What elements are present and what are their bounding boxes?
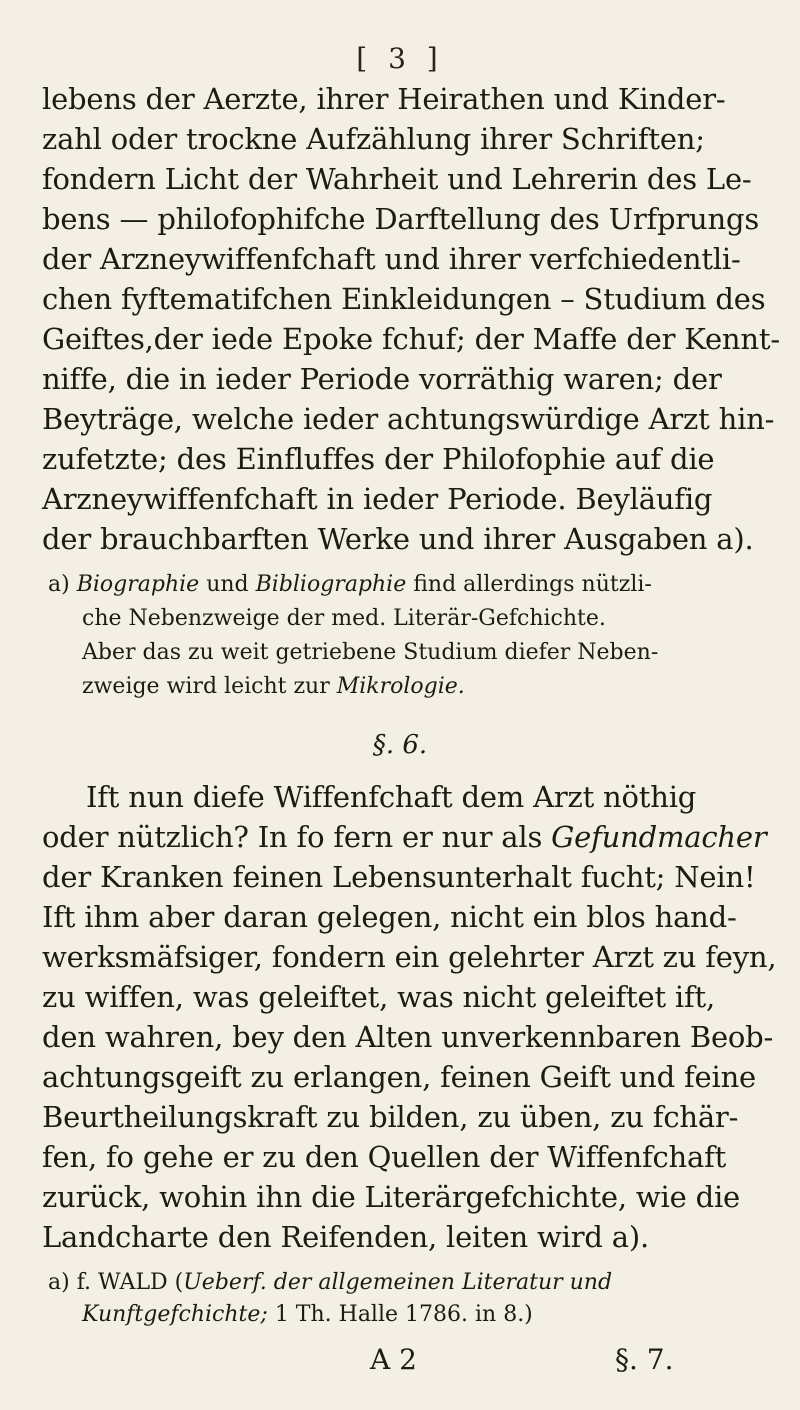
footnote-term: Biographie: [76, 572, 200, 597]
footnote-text: zweige wird leicht zur: [82, 674, 330, 699]
footnote-line: [82, 674, 465, 699]
emphasis-term: Gefundmacher: [551, 820, 767, 854]
text-span: oder nützlich? In fo fern er nur als: [42, 820, 543, 854]
text-line: achtungsgeift zu erlangen, feinen Geift und feine: [42, 1060, 757, 1094]
text-line: zu wiffen, was geleiftet, was nicht geleiftet ift,: [42, 980, 716, 1014]
text-line: der Arzneywiffenfchaft und ihrer verfchiedentli-: [42, 242, 741, 276]
text-line: Beurtheilungskraft zu bilden, zu üben, zu fchär-: [42, 1100, 739, 1134]
section-heading: §. 6.: [372, 730, 428, 760]
text-line: der Kranken feinen Lebensunterhalt fucht; Nein!: [42, 860, 756, 894]
footnote-term: Ueberf. der allgemeinen Literatur und: [183, 1270, 613, 1295]
signature-mark: A 2: [370, 1343, 417, 1376]
footnote-term: Kunftgefchichte;: [82, 1302, 268, 1327]
text-line: [42, 820, 766, 854]
text-line: zurück, wohin ihn die Literärgefchichte, wie die: [42, 1180, 741, 1214]
text-line: niffe, die in ieder Periode vorräthig waren; der: [42, 362, 722, 396]
footnote-line: Aber das zu weit getriebene Studium diefer Neben-: [82, 640, 659, 665]
text-line: Ift ihm aber daran gelegen, nicht ein blos hand-: [42, 900, 737, 934]
text-line: bens — philofophifche Darftellung des Urfprungs: [42, 202, 760, 236]
text-line: lebens der Aerzte, ihrer Heirathen und Kinder-: [42, 82, 726, 116]
catchword: §. 7.: [615, 1343, 674, 1376]
footnote-line: [82, 1302, 533, 1327]
text-line: den wahren, bey den Alten unverkennbaren Beob-: [42, 1020, 774, 1054]
footnote-marker: a) f. WALD (: [48, 1270, 184, 1295]
footnote-marker: a): [48, 572, 70, 597]
footnote-line: [48, 1270, 612, 1295]
footnote-line: [48, 572, 652, 597]
text-line: Arzneywiffenfchaft in ieder Periode. Beyläufig: [42, 482, 713, 516]
text-line: der brauchbarften Werke und ihrer Ausgaben a).: [42, 522, 754, 556]
text-line: Landcharte den Reifenden, leiten wird a).: [42, 1220, 649, 1254]
text-line: Beyträge, welche ieder achtungswürdige Arzt hin-: [42, 402, 775, 436]
footnote-text: und: [206, 572, 249, 597]
text-line: fondern Licht der Wahrheit und Lehrerin des Le-: [42, 162, 752, 196]
footnote-text: 1 Th. Halle 1786. in 8.): [274, 1302, 533, 1327]
text-line: zahl oder trockne Aufzählung ihrer Schriften;: [42, 122, 705, 156]
footnote-text: find allerdings nützli-: [413, 572, 652, 597]
footnote-line: che Nebenzweige der med. Literär-Gefchichte.: [82, 606, 606, 631]
footnote-term: Mikrologie.: [336, 674, 465, 699]
text-line: Ift nun diefe Wiffenfchaft dem Arzt nöthig: [86, 780, 697, 814]
page-header: [ 3 ]: [356, 42, 444, 75]
text-line: chen fyftematifchen Einkleidungen – Studium des: [42, 282, 766, 316]
text-line: fen, fo gehe er zu den Quellen der Wiffenfchaft: [42, 1140, 727, 1174]
text-line: zufetzte; des Einfluffes der Philofophie auf die: [42, 442, 715, 476]
text-line: Geiftes,der iede Epoke fchuf; der Maffe der Kennt-: [42, 322, 780, 356]
footnote-term: Bibliographie: [255, 572, 407, 597]
text-line: werksmäfsiger, fondern ein gelehrter Arzt zu feyn,: [42, 940, 777, 974]
